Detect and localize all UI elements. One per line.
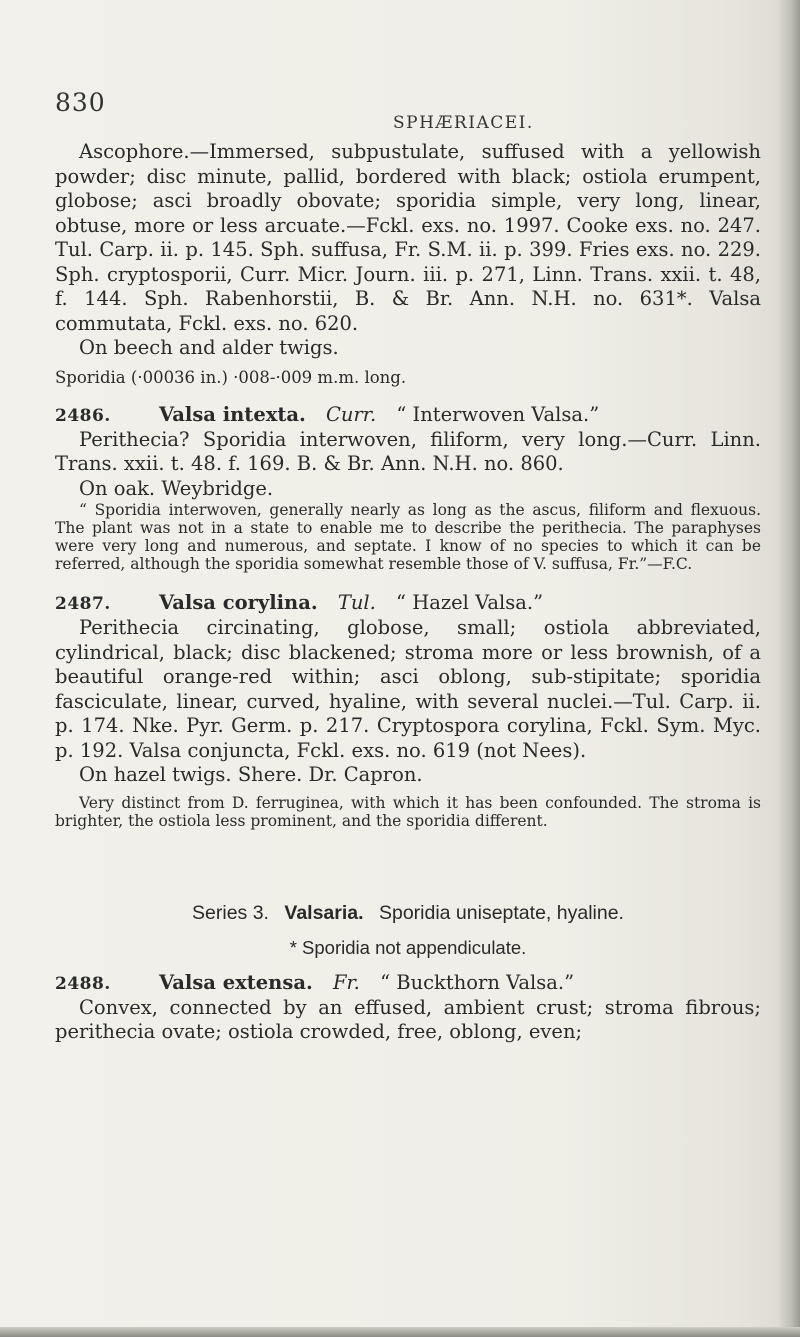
species-name: Valsa intexta. <box>158 402 306 426</box>
page-bottom-edge <box>0 1327 800 1337</box>
ascophore-habitat: On beech and alder twigs. <box>79 336 339 359</box>
entry-number: 2487. <box>55 594 111 614</box>
page-body <box>55 140 761 1045</box>
species-note: Very distinct from D. ferruginea, with which it has been confounded. The stroma is brighter, the ostiola less prominent, and the sporidia different. <box>55 793 761 830</box>
species-description: Perithecia circinating, globose, small; ostiola abbreviated, cylindrical, black; disc blackened; stroma more or less brownish, of a beautiful orange-red within; asci oblong, sub-stipitate; sporidia fasciculate, linear, curved, hyaline, with several nuclei.—Tul. Carp. ii. p. 174. Nke. Pyr. Germ. p. 217. Cryptospora corylina, Fckl. Sym. Myc. p. 192. Valsa conjuncta, Fckl. exs. no. 619 (not Nees). <box>55 616 761 762</box>
entry-heading <box>55 591 761 616</box>
species-note: “ Sporidia interwoven, generally nearly as long as the ascus, filiform and flexuous. The plant was not in a state to enable me to describe the perithecia. The paraphyses were very long and numerous, and septate. I know of no species to which it can be referred, although the sporidia somewhat resemble those of V. suffusa, Fr.”—F.C. <box>55 501 761 573</box>
species-habitat: On hazel twigs. Shere. Dr. Capron. <box>79 763 423 786</box>
species-authority: Tul. <box>337 591 376 614</box>
series-label: Series 3. <box>192 901 269 924</box>
entry-number: 2488. <box>55 973 111 994</box>
entry-heading <box>55 403 761 428</box>
species-authority: Fr. <box>332 970 360 994</box>
ascophore-description: Ascophore.—Immersed, subpustulate, suffused with a yellowish powder; disc minute, pallid, bordered with black; ostiola erumpent, globose; asci broadly obovate; sporidia simple, very long, linear, obtuse, more or less arcuate.—Fckl. exs. no. 1997. Cooke exs. no. 247. Tul. Carp. ii. p. 145. Sph. suffusa, Fr. S.M. ii. p. 399. Fries exs. no. 229. Sph. cryptosporii, Curr. Micr. Journ. iii. p. 271, Linn. Trans. xxii. t. 48, f. 144. Sph. Rabenhorstii, B. & Br. Ann. N.H. no. 631*. Valsa commutata, Fckl. exs. no. 620. <box>55 140 761 335</box>
entry-number: 2486. <box>55 405 111 426</box>
common-name: “ Interwoven Valsa.” <box>396 402 600 426</box>
common-name: “ Buckthorn Valsa.” <box>380 970 575 994</box>
subseries-heading: * Sporidia not appendiculate. <box>289 936 527 958</box>
common-name: “ Hazel Valsa.” <box>396 591 544 614</box>
species-name: Valsa corylina. <box>158 591 318 614</box>
species-description: Convex, connected by an effused, ambient crust; stroma fibrous; perithecia ovate; ostiola crowded, free, oblong, even; <box>55 995 761 1043</box>
page-edge-shadow <box>778 0 800 1337</box>
series-name: Valsaria. <box>284 901 364 924</box>
entry-heading <box>55 971 761 996</box>
species-authority: Curr. <box>325 402 377 426</box>
species-habitat: On oak. Weybridge. <box>79 476 274 500</box>
series-description: Sporidia uniseptate, hyaline. <box>378 901 624 924</box>
page-number: 830 <box>55 88 106 117</box>
series-heading <box>55 902 761 925</box>
ascophore-dimensions: Sporidia (·00036 in.) ·008-·009 m.m. long. <box>55 367 407 387</box>
species-description: Perithecia? Sporidia interwoven, filiform, very long.—Curr. Linn. Trans. xxii. t. 48. f. 169. B. & Br. Ann. N.H. no. 860. <box>55 427 761 475</box>
running-head: SPHÆRIACEI. <box>393 113 534 133</box>
species-name: Valsa extensa. <box>158 970 313 994</box>
